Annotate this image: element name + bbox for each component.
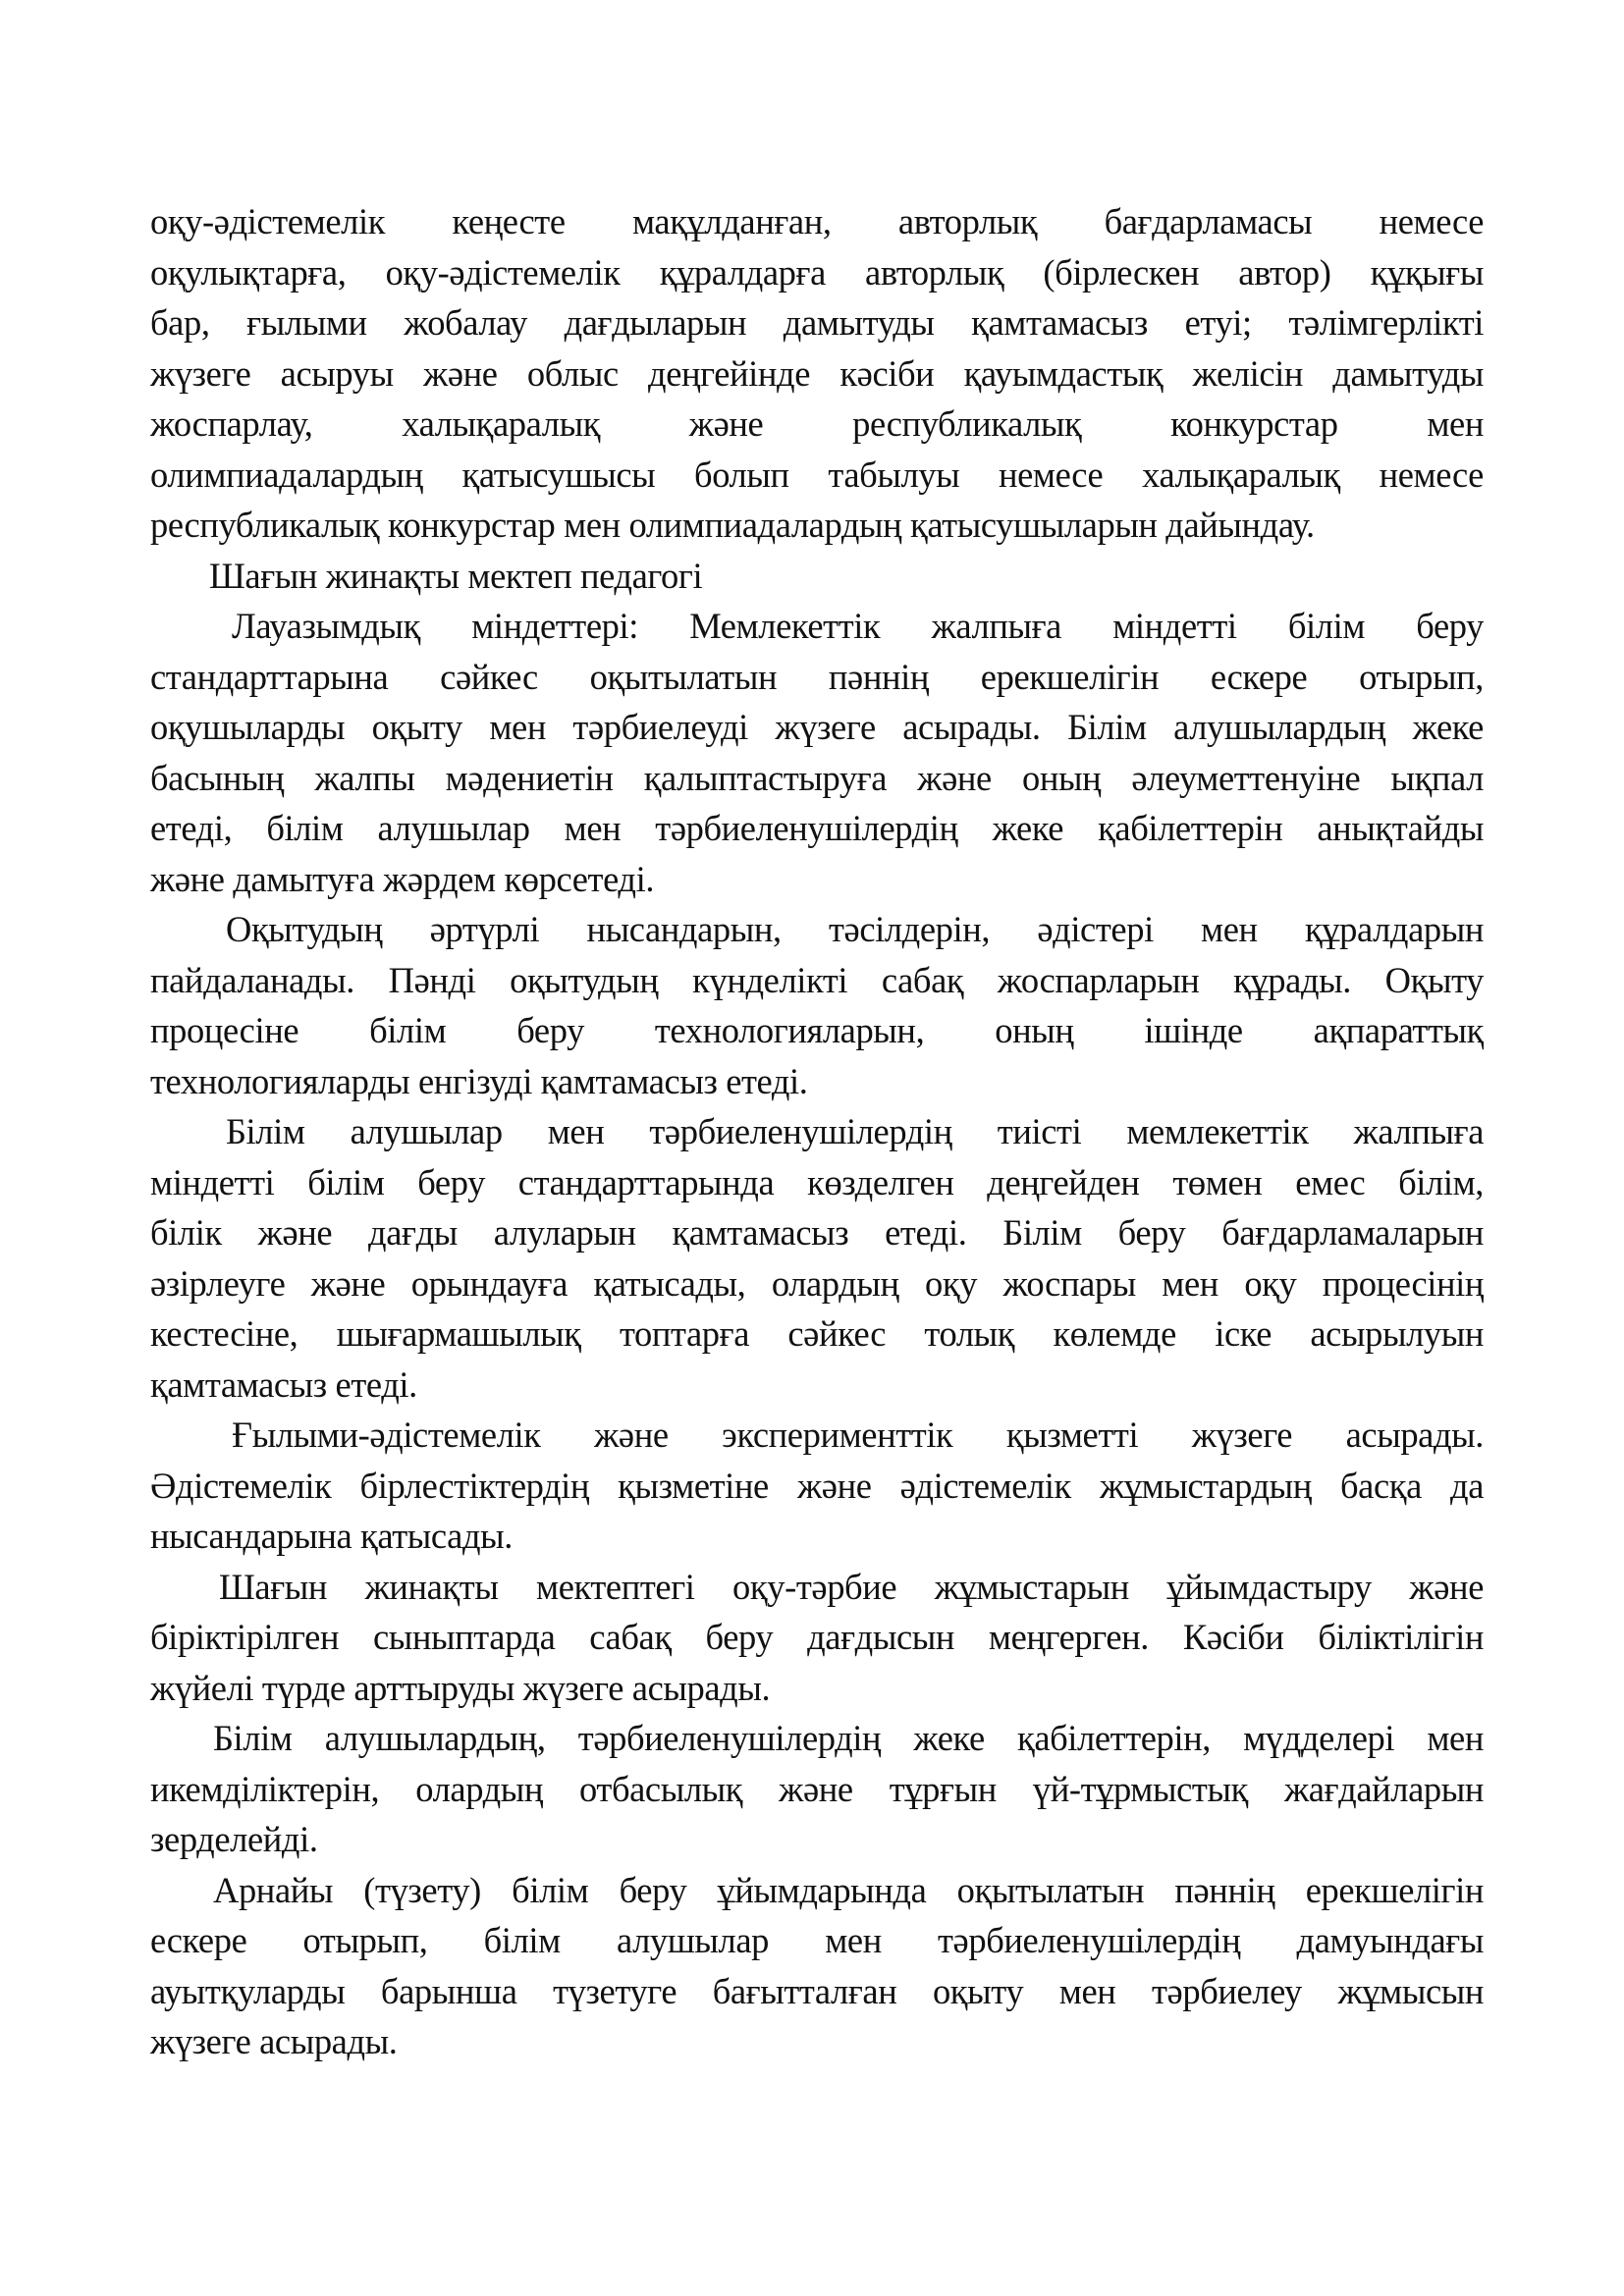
text-line: қамтамасыз етеді. xyxy=(150,1363,417,1405)
text-line: етеді, білім алушылар мен тәрбиеленушілердің жеке қабілеттерін анықтайды xyxy=(150,808,1484,848)
text-line: пайдаланады. Пәнді оқытудың күнделікті сабақ жоспарларын құрады. Оқыту xyxy=(150,959,1484,1000)
text-line: оқулықтарға, оқу-әдістемелік құралдарға авторлық (бірлескен автор) құқығы xyxy=(150,251,1484,293)
text-line: Ғылыми-әдістемелік және эксперименттік қызметті жүзеге асырады. xyxy=(232,1415,1484,1455)
text-line: олимпиадалардың қатысушысы болып табылуы немесе халықаралық немесе xyxy=(150,454,1484,495)
text-line: Әдістемелік бірлестіктердің қызметіне және әдістемелік жұмыстардың басқа да xyxy=(150,1465,1484,1506)
text-line: икемділіктерін, олардың отбасылық және тұрғын үй-тұрмыстық жағдайларын xyxy=(150,1768,1484,1809)
text-line: және дамытуға жәрдем көрсетеді. xyxy=(150,858,655,899)
text-line: Арнайы (түзету) білім беру ұйымдарында оқытылатын пәннің ерекшелігін xyxy=(213,1869,1484,1910)
text-line: Шағын жинақты мектептегі оқу-тәрбие жұмыстарын ұйымдастыру және xyxy=(219,1566,1484,1607)
text-line: Лауазымдық міндеттері: Мемлекеттік жалпыға міндетті білім беру xyxy=(232,606,1484,646)
text-line: стандарттарына сәйкес оқытылатын пәннің ерекшелігін ескере отырып, xyxy=(150,656,1484,697)
text-line: республикалық конкурстар мен олимпиадалардың қатысушыларын дайындау. xyxy=(150,505,1315,545)
heading-text: Шағын жинақты мектеп педагогі xyxy=(209,555,703,596)
text-line: оқушыларды оқыту мен тәрбиелеуді жүзеге асырады. Білім алушылардың жеке xyxy=(150,707,1484,747)
text-line: білік және дағды алуларын қамтамасыз етеді. Білім беру бағдарламаларын xyxy=(150,1212,1484,1253)
text-line: басының жалпы мәдениетін қалыптастыруға және оның әлеуметтенуіне ықпал xyxy=(150,757,1484,798)
paragraph-standards xyxy=(150,1106,1484,1410)
text-line: Оқытудың әртүрлі нысандарын, тәсілдерін, әдістері мен құралдарын xyxy=(226,909,1484,949)
text-line: Білім алушылардың, тәрбиеленушілердің жеке қабілеттерін, мүдделері мен xyxy=(213,1718,1484,1758)
text-line: әзірлеуге және орындауға қатысады, олардың оқу жоспары мен оқу процесінің xyxy=(150,1262,1484,1304)
paragraph-student-study xyxy=(150,1713,1484,1865)
text-line: жүзеге асыруы және облыс деңгейінде кәсіби қауымдастық желісін дамытуды xyxy=(150,352,1484,394)
text-line: нысандарына қатысады. xyxy=(150,1516,513,1556)
text-line: Білім алушылар мен тәрбиеленушілердің тиісті мемлекеттік жалпыға xyxy=(226,1111,1484,1151)
paragraph-small-school xyxy=(150,1562,1484,1714)
paragraph-special-education xyxy=(150,1865,1484,2067)
text-line: міндетті білім беру стандарттарында көзделген деңгейден төмен емес білім, xyxy=(150,1161,1484,1202)
paragraph-methodology xyxy=(150,1410,1484,1562)
document-page xyxy=(150,196,1484,2067)
text-line: оқу-әдістемелік кеңесте мақұлданған, авторлық бағдарламасы немесе xyxy=(150,201,1484,241)
text-line: кестесіне, шығармашылық топтарға сәйкес толық көлемде іске асырылуын xyxy=(150,1313,1484,1354)
text-line: ауытқуларды барынша түзетуге бағытталған оқыту мен тәрбиелеу жұмысын xyxy=(150,1970,1484,2011)
text-line: жоспарлау, халықаралық және республикалық конкурстар мен xyxy=(150,403,1484,444)
text-line: жүзеге асырады. xyxy=(150,2021,398,2061)
text-line: бар, ғылыми жобалау дағдыларын дамытуды қамтамасыз етуі; тәлімгерлікті xyxy=(150,302,1484,343)
text-line: жүйелі түрде арттыруды жүзеге асырады. xyxy=(150,1667,771,1708)
text-line: зерделейді. xyxy=(150,1819,318,1859)
section-heading xyxy=(150,551,1484,602)
paragraph-teaching-methods xyxy=(150,904,1484,1106)
text-line: ескере отырып, білім алушылар мен тәрбиеленушілердің дамуындағы xyxy=(150,1920,1484,1960)
text-line: процесіне білім беру технологияларын, оның ішінде ақпараттық xyxy=(150,1010,1484,1050)
paragraph-duties xyxy=(150,601,1484,904)
text-line: біріктірілген сыныптарда сабақ беру дағдысын меңгерген. Кәсіби біліктілігін xyxy=(150,1617,1484,1657)
text-line: технологияларды енгізуді қамтамасыз етеді. xyxy=(150,1060,808,1101)
paragraph-qualification-continuation xyxy=(150,196,1484,551)
